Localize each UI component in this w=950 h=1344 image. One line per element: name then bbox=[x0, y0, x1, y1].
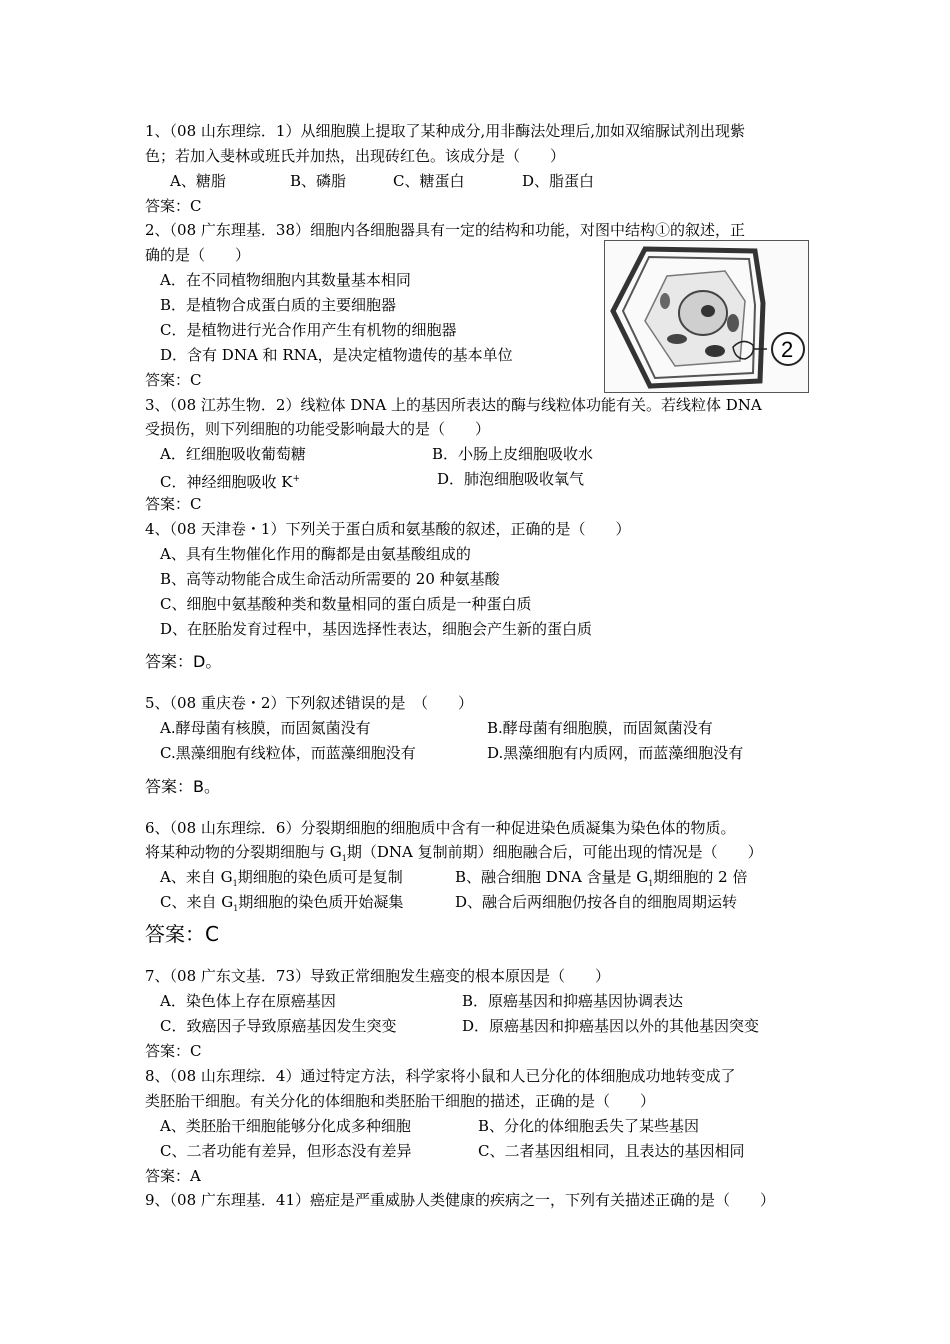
q5-option-c: C.黑藻细胞有线粒体，而蓝藻细胞没有 bbox=[160, 744, 416, 762]
q1-option-a: A、糖脂 bbox=[170, 172, 226, 190]
q6-answer: 答案：C bbox=[145, 922, 219, 946]
q8-option-b: B、分化的体细胞丢失了某些基因 bbox=[478, 1117, 700, 1135]
q6-option-d: D、融合后两细胞仍按各自的细胞周期运转 bbox=[455, 893, 738, 911]
q3-option-d: D．肺泡细胞吸收氧气 bbox=[437, 470, 585, 488]
q4-line-1: 4、（08 天津卷・1）下列关于蛋白质和氨基酸的叙述，正确的是（ ） bbox=[145, 520, 631, 538]
q1-line-1: 1、（08 山东理综．1）从细胞膜上提取了某种成分,用非酶法处理后,加如双缩脲试剂出现紫 bbox=[145, 122, 745, 140]
q6-option-a: A、来自 $G_1$期细胞的染色质可是复制 bbox=[160, 868, 403, 888]
q5-option-a: A.酵母菌有核膜，而固氮菌没有 bbox=[160, 719, 371, 737]
q4-option-b: B、高等动物能合成生命活动所需要的 20 种氨基酸 bbox=[160, 570, 500, 588]
q3-line-2: 受损伤，则下列细胞的功能受影响最大的是（ ） bbox=[145, 420, 491, 438]
q6-option-b: B、融合细胞 DNA 含量是 $G_1$期细胞的 2 倍 bbox=[455, 868, 748, 888]
figure-label-number: 2 bbox=[781, 337, 794, 362]
q7-option-d: D．原癌基因和抑癌基因以外的其他基因突变 bbox=[462, 1017, 760, 1035]
q4-option-d: D、在胚胎发育过程中，基因选择性表达，细胞会产生新的蛋白质 bbox=[160, 620, 593, 638]
plant-cell-figure bbox=[604, 240, 809, 393]
q5-line-1: 5、（08 重庆卷・2）下列叙述错误的是 （ ） bbox=[145, 694, 473, 712]
q2-line-1: 2、（08 广东理基．38）细胞内各细胞器具有一定的结构和功能，对图中结构①的叙述，正 bbox=[145, 221, 745, 239]
q8-option-a: A、类胚胎干细胞能够分化成多种细胞 bbox=[160, 1117, 411, 1135]
q8-option-d: C、二者基因组相同，且表达的基因相同 bbox=[478, 1142, 745, 1160]
q4-option-c: C、细胞中氨基酸种类和数量相同的蛋白质是一种蛋白质 bbox=[160, 595, 532, 613]
q1-option-c: C、糖蛋白 bbox=[393, 172, 465, 190]
q8-line-2: 类胚胎干细胞。有关分化的体细胞和类胚胎干细胞的描述，正确的是（ ） bbox=[145, 1092, 656, 1110]
nucleolus bbox=[701, 305, 715, 317]
q7-option-b: B．原癌基因和抑癌基因协调表达 bbox=[462, 992, 684, 1010]
q7-option-a: A．染色体上存在原癌基因 bbox=[160, 992, 336, 1010]
q2-option-c: C．是植物进行光合作用产生有机物的细胞器 bbox=[160, 321, 457, 339]
chloroplast bbox=[727, 314, 739, 332]
q4-option-a: A、具有生物催化作用的酶都是由氨基酸组成的 bbox=[160, 545, 471, 563]
q4-answer: 答案：D。 bbox=[145, 652, 222, 671]
q6-line-1: 6、（08 山东理综．6）分裂期细胞的细胞质中含有一种促进染色质凝集为染色体的物质。 bbox=[145, 819, 736, 837]
q5-option-b: B.酵母菌有细胞膜，而固氮菌没有 bbox=[487, 719, 713, 737]
chloroplast bbox=[705, 345, 725, 357]
q2-answer: 答案：C bbox=[145, 371, 202, 389]
q3-option-a: A．红细胞吸收葡萄糖 bbox=[160, 445, 306, 463]
q3-option-b: B．小肠上皮细胞吸收水 bbox=[432, 445, 594, 463]
q5-option-d: D.黑藻细胞有内质网，而蓝藻细胞没有 bbox=[487, 744, 744, 762]
chloroplast bbox=[667, 334, 687, 344]
q7-line-1: 7、（08 广东文基．73）导致正常细胞发生癌变的根本原因是（ ） bbox=[145, 967, 610, 985]
q1-option-d: D、脂蛋白 bbox=[522, 172, 595, 190]
q3-line-1: 3、（08 江苏生物．2）线粒体 DNA 上的基因所表达的酶与线粒体功能有关。若线粒体 DNA bbox=[145, 396, 762, 414]
q1-option-b: B、磷脂 bbox=[290, 172, 347, 190]
q7-option-c: C．致癌因子导致原癌基因发生突变 bbox=[160, 1017, 397, 1035]
q3-option-c: C．神经细胞吸收 K+ bbox=[160, 473, 300, 491]
q8-option-c: C、二者功能有差异，但形态没有差异 bbox=[160, 1142, 412, 1160]
q5-answer: 答案：B。 bbox=[145, 777, 220, 796]
q6-option-c: C、来自 $G_1$期细胞的染色质开始凝集 bbox=[160, 893, 404, 913]
q2-option-b: B．是植物合成蛋白质的主要细胞器 bbox=[160, 296, 397, 314]
q2-line-2: 确的是（ ） bbox=[145, 246, 251, 264]
chloroplast bbox=[660, 293, 670, 309]
q2-option-a: A．在不同植物细胞内其数量基本相同 bbox=[160, 271, 411, 289]
q7-answer: 答案：C bbox=[145, 1042, 202, 1060]
q9-line-1: 9、（08 广东理基．41）癌症是严重威胁人类健康的疾病之一，下列有关描述正确的是（ ） bbox=[145, 1191, 775, 1209]
q6-line-2: 将某种动物的分裂期细胞与 $G_1$期（DNA 复制前期）细胞融合后，可能出现的情况是（ ） bbox=[145, 843, 763, 863]
q1-line-2: 色；若加入斐林或班氏并加热，出现砖红色。该成分是（ ） bbox=[145, 147, 566, 165]
q2-option-d: D．含有 DNA 和 RNA，是决定植物遗传的基本单位 bbox=[160, 346, 513, 364]
q3-answer: 答案：C bbox=[145, 495, 202, 513]
q1-answer: 答案：C bbox=[145, 197, 202, 215]
q8-answer: 答案：A bbox=[145, 1167, 201, 1185]
plant-cell-diagram bbox=[605, 241, 808, 392]
q8-line-1: 8、（08 山东理综．4）通过特定方法，科学家将小鼠和人已分化的体细胞成功地转变成了 bbox=[145, 1067, 736, 1085]
